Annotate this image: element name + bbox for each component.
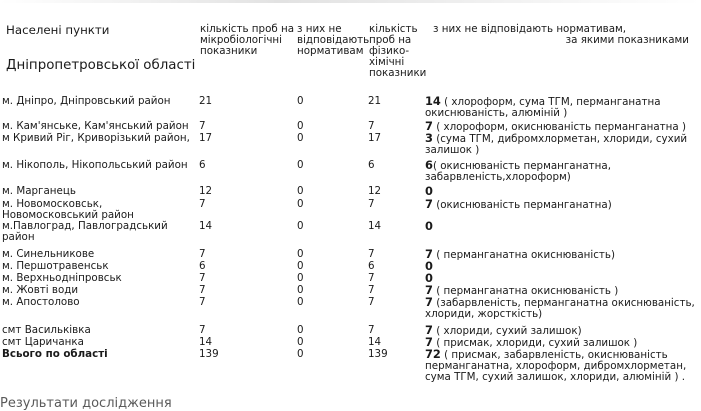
- settlement-cell: м.Павлоград, Павлоградський район: [2, 220, 168, 243]
- chem-noncompliant-count: 7: [425, 295, 433, 309]
- noncompliance-details: (сума ТГМ, дибромхлорметан, хлориди, сухий залишок ): [425, 133, 688, 156]
- chem-noncompliant-count: 0: [425, 219, 433, 233]
- table-row: [2, 273, 699, 285]
- header-micro-samples: кількість проб на мікробіологічні показники: [200, 23, 295, 57]
- micro-noncompliant-cell: 0: [297, 248, 304, 260]
- chem-noncompliant-cell: [425, 96, 699, 121]
- chem-noncompliant-cell: [425, 133, 699, 160]
- settlement-cell: смт Царичанка: [2, 336, 84, 348]
- micro-samples-cell: 7: [199, 120, 206, 132]
- chem-samples-cell: 21: [368, 95, 382, 107]
- micro-noncompliant-cell: 0: [297, 324, 304, 336]
- chem-noncompliant-cell: [425, 337, 699, 349]
- table-row: [2, 325, 699, 337]
- micro-noncompliant-cell: 0: [297, 132, 304, 144]
- table-row: [2, 221, 699, 249]
- noncompliance-details: ( присмак, забарвленість, окиснюваність перманганатна, хлороформ, дибромхлорметан, сума ТГМ, сухий залишок, хлориди, алюміній ) .: [425, 349, 687, 383]
- micro-samples-cell: 7: [199, 272, 206, 284]
- header-micro-noncompliant: з них не відповідають нормативам: [297, 23, 370, 57]
- footer-heading: Результати дослідження: [0, 396, 172, 411]
- chem-noncompliant-cell: [425, 349, 699, 384]
- micro-noncompliant-cell: 0: [297, 198, 304, 210]
- table-row: [2, 186, 699, 199]
- settlement-cell: м. Марганець: [2, 185, 76, 197]
- header-region-name: Дніпропетровської області: [6, 58, 196, 73]
- chem-samples-cell: 17: [368, 132, 382, 144]
- chem-noncompliant-count: 14: [425, 94, 441, 108]
- chem-noncompliant-count: 7: [425, 197, 433, 211]
- table-row: [2, 96, 699, 121]
- micro-noncompliant-cell: 0: [297, 348, 304, 360]
- settlement-cell: м. Апостолово: [2, 296, 80, 308]
- chem-noncompliant-count: 7: [425, 119, 433, 133]
- chem-noncompliant-count: 7: [425, 335, 433, 349]
- chem-samples-cell: 7: [368, 296, 375, 308]
- water-quality-table: [2, 24, 699, 384]
- chem-samples-cell: 7: [368, 284, 375, 296]
- chem-samples-cell: 7: [368, 120, 375, 132]
- table-row: [2, 133, 699, 160]
- chem-noncompliant-count: 3: [425, 131, 433, 145]
- noncompliance-details: ( окиснюваність перманганатна, забарвленість,хлороформ): [425, 160, 611, 183]
- noncompliance-details: ( хлороформ, сума ТГМ, перманганатна окиснюваність, алюміній ): [425, 96, 661, 119]
- micro-samples-cell: 12: [199, 185, 213, 197]
- settlement-cell: м Кривий Ріг, Криворізький район,: [2, 132, 190, 144]
- settlement-cell: м. Жовті води: [2, 284, 79, 296]
- micro-samples-cell: 7: [199, 296, 206, 308]
- table-row: [2, 285, 699, 297]
- micro-noncompliant-cell: 0: [297, 284, 304, 296]
- chem-noncompliant-count: 6: [425, 158, 433, 172]
- chem-noncompliant-count: 7: [425, 323, 433, 337]
- table-row: [2, 160, 699, 186]
- chem-noncompliant-cell: [425, 199, 699, 221]
- chem-noncompliant-cell: [425, 221, 699, 249]
- chem-samples-cell: 7: [368, 248, 375, 260]
- chem-samples-cell: 7: [368, 324, 375, 336]
- micro-samples-cell: 21: [199, 95, 213, 107]
- chem-samples-cell: 139: [368, 348, 388, 360]
- micro-samples-cell: 17: [199, 132, 213, 144]
- chem-noncompliant-cell: [425, 121, 699, 133]
- micro-samples-cell: 14: [199, 336, 213, 348]
- noncompliance-details: ( хлориди, сухий залишок): [432, 325, 582, 337]
- micro-noncompliant-cell: 0: [297, 272, 304, 284]
- chem-samples-cell: 6: [368, 260, 375, 272]
- noncompliance-details: ( хлороформ, окиснюваність перманганатна ): [432, 121, 687, 133]
- header-chem-samples: кількість проб на фізико-хімічні показники: [369, 23, 427, 79]
- chem-samples-cell: 7: [368, 198, 375, 210]
- settlement-cell: м. Синельникове: [2, 248, 95, 260]
- chem-samples-cell: 6: [368, 159, 375, 171]
- settlement-cell: м. Дніпро, Дніпровський район: [2, 95, 171, 107]
- table-body: [2, 96, 699, 384]
- chem-samples-cell: 7: [368, 272, 375, 284]
- micro-samples-cell: 6: [199, 159, 206, 171]
- micro-samples-cell: 14: [199, 220, 213, 232]
- chem-samples-cell: 14: [368, 336, 382, 348]
- noncompliance-details: ( присмак, хлориди, сухий залишок ): [432, 337, 638, 349]
- micro-noncompliant-cell: 0: [297, 120, 304, 132]
- micro-noncompliant-cell: 0: [297, 185, 304, 197]
- micro-samples-cell: 7: [199, 284, 206, 296]
- settlement-cell: м. Кам'янське, Кам'янський район: [2, 120, 189, 132]
- settlement-cell: м. Першотравенськ: [2, 260, 109, 272]
- chem-noncompliant-cell: [425, 297, 699, 325]
- chem-samples-cell: 14: [368, 220, 382, 232]
- settlement-cell: Всього по області: [2, 348, 108, 360]
- header-chem-noncompliant-line2: за якими показниками: [565, 34, 689, 46]
- micro-noncompliant-cell: 0: [297, 260, 304, 272]
- chem-noncompliant-cell: [425, 186, 699, 199]
- header-settlements: [2, 24, 199, 96]
- table-row: [2, 199, 699, 221]
- micro-noncompliant-cell: 0: [297, 296, 304, 308]
- micro-samples-cell: 7: [199, 324, 206, 336]
- micro-noncompliant-cell: 0: [297, 336, 304, 348]
- header-chem-noncompliant-line1: з них не відповідають нормативам,: [433, 23, 627, 35]
- chem-noncompliant-cell: [425, 273, 699, 285]
- micro-noncompliant-cell: 0: [297, 95, 304, 107]
- top-divider: [0, 0, 701, 3]
- header-settlements-label: Населені пункти: [6, 23, 110, 37]
- chem-noncompliant-count: 7: [425, 247, 433, 261]
- chem-noncompliant-cell: [425, 325, 699, 337]
- table-row: [2, 297, 699, 325]
- chem-noncompliant-count: 0: [425, 271, 433, 285]
- micro-noncompliant-cell: 0: [297, 159, 304, 171]
- chem-noncompliant-count: 72: [425, 347, 441, 361]
- micro-samples-cell: 139: [199, 348, 219, 360]
- noncompliance-details: (окиснюваність перманганатна): [432, 199, 612, 211]
- micro-samples-cell: 7: [199, 248, 206, 260]
- chem-noncompliant-cell: [425, 285, 699, 297]
- chem-noncompliant-count: 7: [425, 283, 433, 297]
- settlement-cell: м. Нікополь, Нікопольський район: [2, 159, 188, 171]
- noncompliance-details: (забарвленість, перманганатна окиснюваність, хлориди, жорсткість): [425, 297, 695, 320]
- chem-noncompliant-count: 0: [425, 184, 433, 198]
- chem-noncompliant-cell: [425, 160, 699, 186]
- chem-noncompliant-cell: [425, 261, 699, 273]
- header-chem-noncompliant: [425, 24, 699, 96]
- table-header-row: [2, 24, 699, 96]
- micro-noncompliant-cell: 0: [297, 220, 304, 232]
- micro-samples-cell: 6: [199, 260, 206, 272]
- chem-noncompliant-cell: [425, 249, 699, 261]
- noncompliance-details: ( перманганатна окиснюваність): [432, 249, 615, 261]
- chem-noncompliant-count: 0: [425, 259, 433, 273]
- noncompliance-details: ( перманганатна окиснюваність ): [432, 285, 619, 297]
- table-row: [2, 349, 699, 384]
- settlement-cell: м. Новомосковськ, Новомосковський район: [2, 198, 134, 221]
- chem-samples-cell: 12: [368, 185, 382, 197]
- settlement-cell: смт Васильківка: [2, 324, 91, 336]
- micro-samples-cell: 7: [199, 198, 206, 210]
- settlement-cell: м. Верхньодніпровськ: [2, 272, 122, 284]
